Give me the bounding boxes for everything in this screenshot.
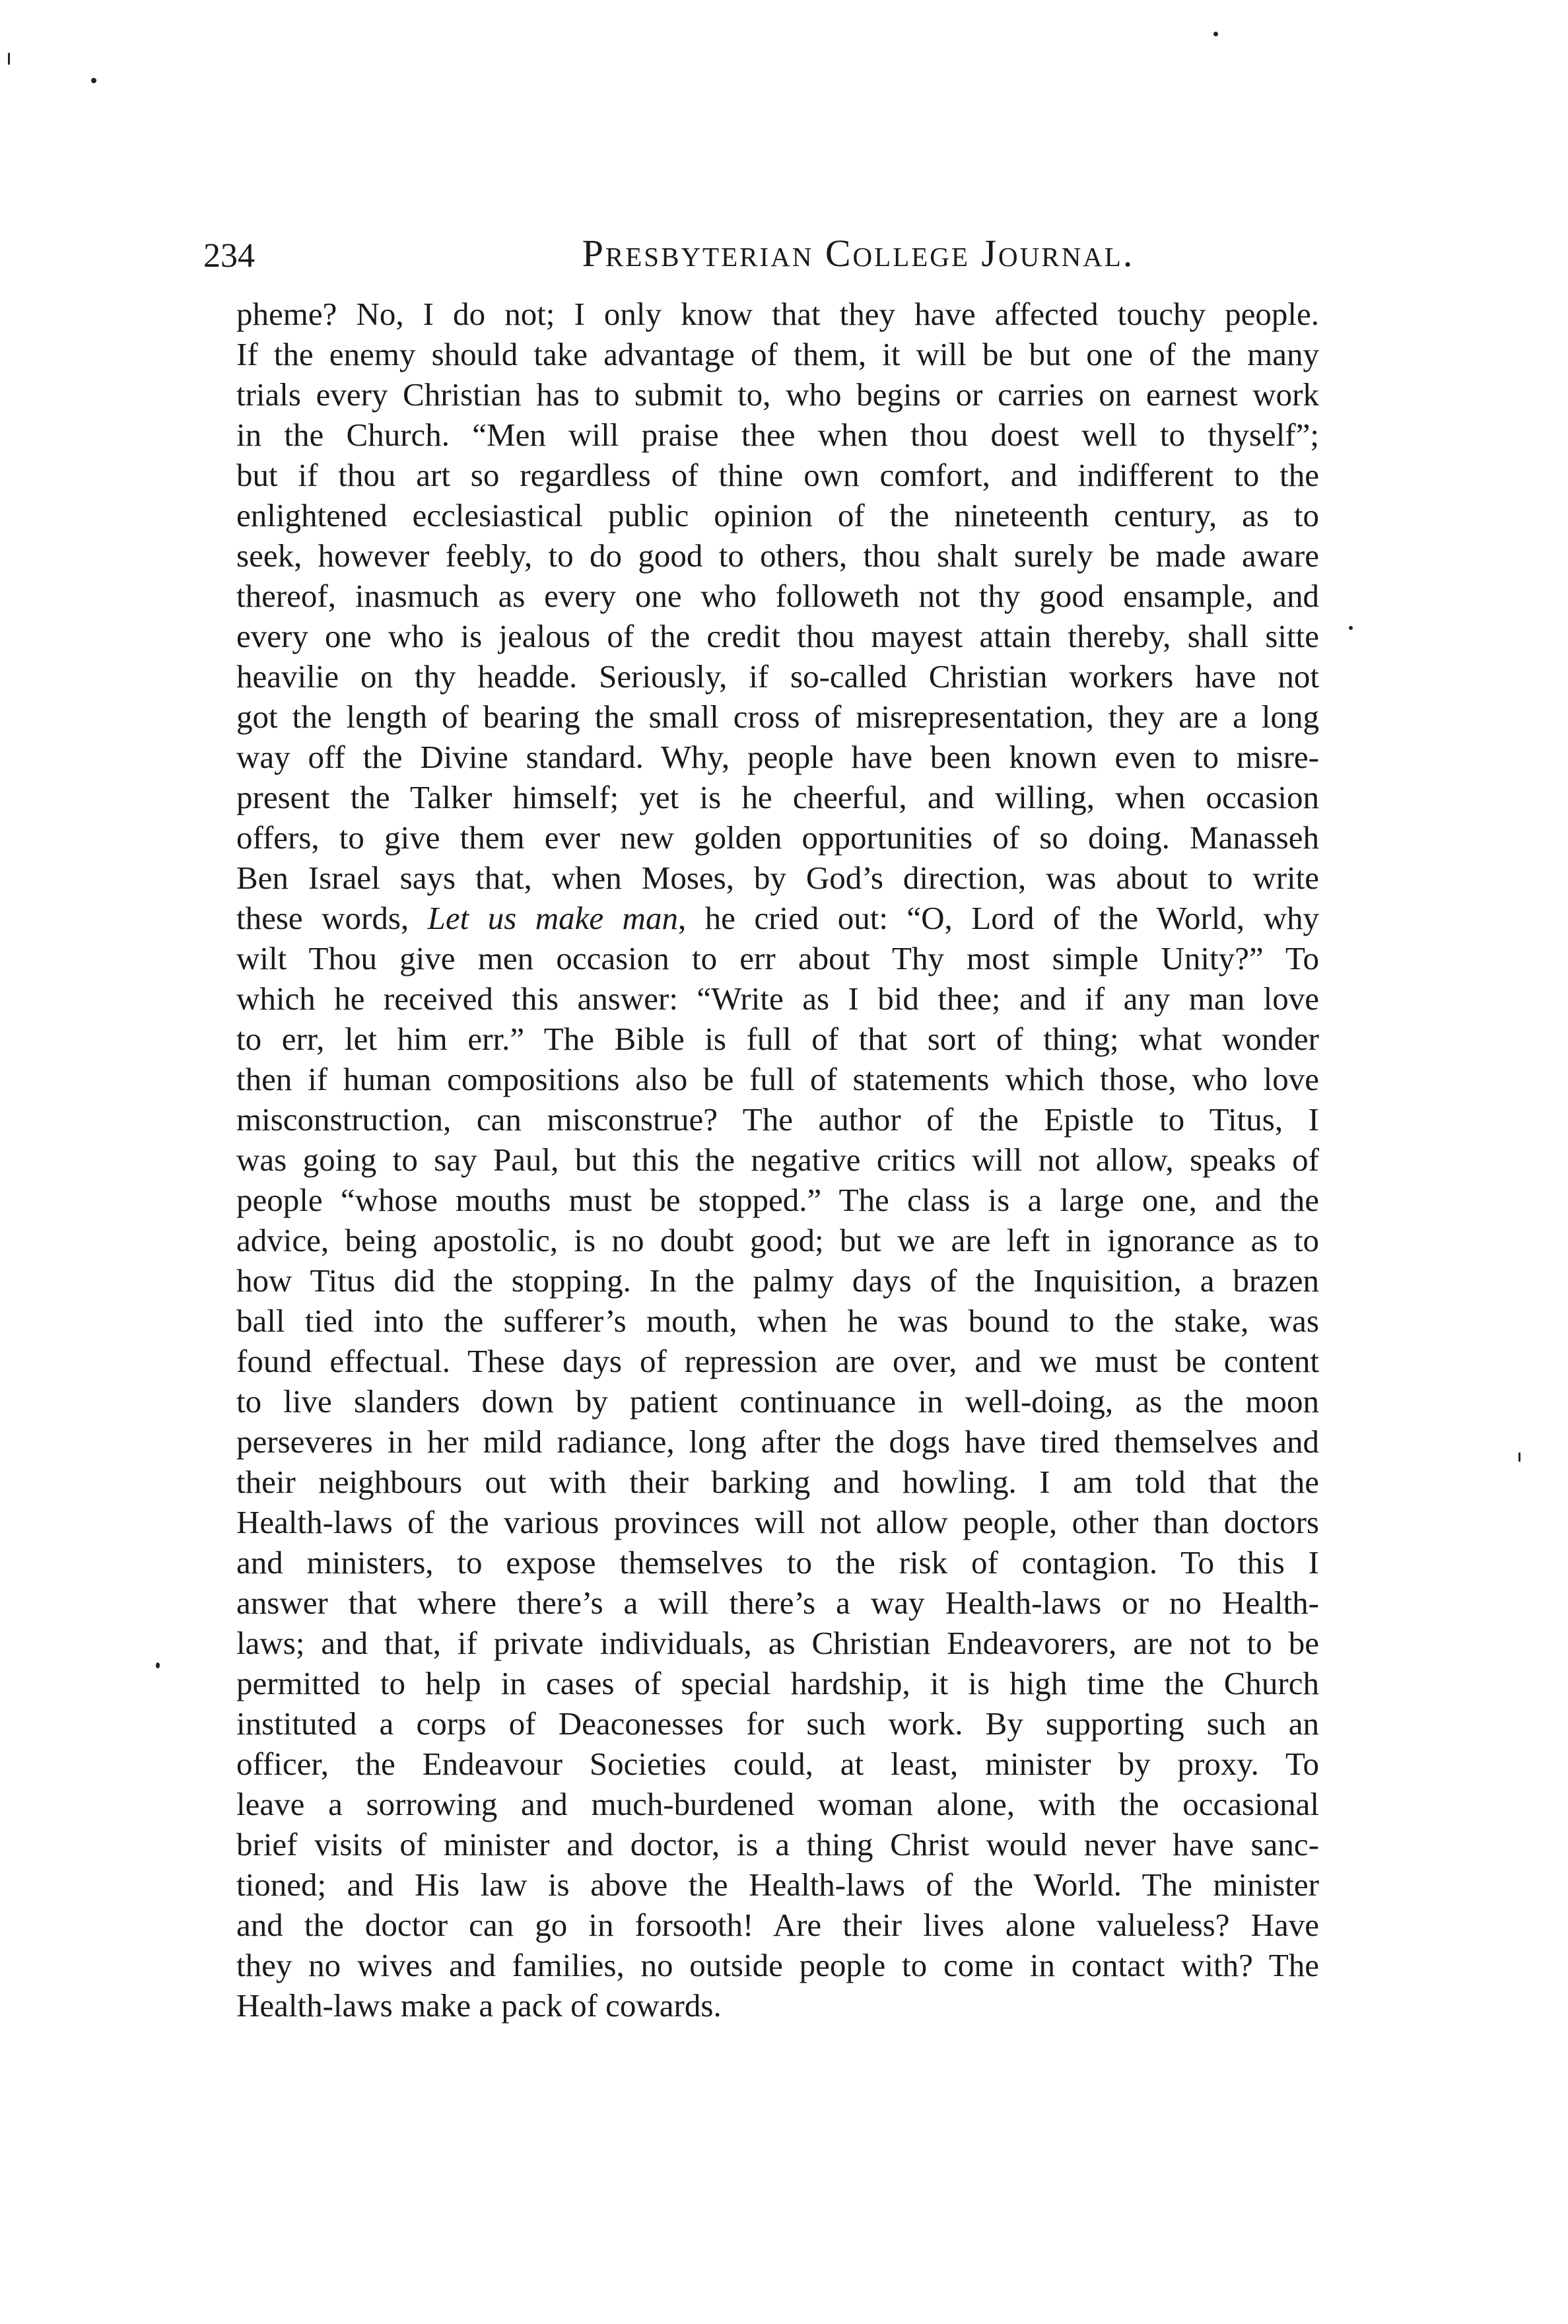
text-line: instituted a corps of Deaconesses for such work. By supporting such an xyxy=(236,1705,1319,1742)
text-line: offers, to give them ever new golden opportunities of so doing. Manasseh xyxy=(236,819,1319,856)
scan-speck xyxy=(1349,626,1353,630)
text-line: people “whose mouths must be stopped.” The class is a large one, and the xyxy=(236,1182,1319,1218)
text-line: present the Talker himself; yet is he cheerful, and willing, when occasion xyxy=(236,779,1319,815)
text-line: got the length of bearing the small cross of misrepresentation, they are a long xyxy=(236,699,1319,735)
scan-speck xyxy=(156,1662,160,1668)
text-line: every one who is jealous of the credit thou mayest attain thereby, shall sitte xyxy=(236,618,1319,654)
text-line: in the Church. “Men will praise thee when thou doest well to thyself”; xyxy=(236,417,1319,453)
text-line: Health-laws make a pack of cowards. xyxy=(236,1987,722,2024)
italic-phrase: Let us make man xyxy=(427,900,678,936)
text-line: which he received this answer: “Write as I bid thee; and if any man love xyxy=(236,980,1319,1017)
text-line: these words, Let us make man, he cried out: “O, Lord of the World, why xyxy=(236,900,1320,936)
text-line: pheme? No, I do not; I only know that they have affected touchy people. xyxy=(236,296,1319,332)
text-line: to live slanders down by patient continuance in well-doing, as the moon xyxy=(236,1383,1319,1419)
text-line: seek, however feebly, to do good to others, thou shalt surely be made aware xyxy=(236,537,1319,574)
text-line: thereof, inasmuch as every one who followeth not thy good ensample, and xyxy=(236,578,1319,614)
running-head: Presbyterian College Journal. xyxy=(582,232,1135,275)
text-line: leave a sorrowing and much-burdened woman alone, with the occasional xyxy=(236,1786,1319,1822)
page-number: 234 xyxy=(203,237,255,275)
text-line: If the enemy should take advantage of them, it will be but one of the many xyxy=(236,336,1319,372)
text-line: to err, let him err.” The Bible is full of that sort of thing; what wonder xyxy=(236,1021,1319,1057)
text-line: how Titus did the stopping. In the palmy days of the Inquisition, a brazen xyxy=(236,1262,1319,1299)
text-line: Ben Israel says that, when Moses, by God’s direction, was about to write xyxy=(236,860,1319,896)
text-line: but if thou art so regardless of thine own comfort, and indifferent to the xyxy=(236,457,1319,493)
scan-speck xyxy=(91,78,96,83)
text-line: tioned; and His law is above the Health-laws of the World. The minister xyxy=(236,1866,1319,1903)
text-line: officer, the Endeavour Societies could, at least, minister by proxy. To xyxy=(236,1746,1319,1782)
text-line: misconstruction, can misconstrue? The author of the Epistle to Titus, I xyxy=(236,1101,1319,1138)
scan-speck xyxy=(8,53,10,65)
text-line: perseveres in her mild radiance, long after the dogs have tired themselves and xyxy=(236,1423,1319,1460)
text-line: Health-laws of the various provinces will not allow people, other than doctors xyxy=(236,1504,1319,1540)
page-header xyxy=(0,231,1568,284)
text-line: was going to say Paul, but this the negative critics will not allow, speaks of xyxy=(236,1142,1319,1178)
text-line: enlightened ecclesiastical public opinion of the nineteenth century, as to xyxy=(236,497,1319,533)
scan-speck xyxy=(1518,1452,1520,1462)
text-line: trials every Christian has to submit to, who begins or carries on earnest work xyxy=(236,376,1319,413)
text-line: laws; and that, if private individuals, as Christian Endeavorers, are not to be xyxy=(236,1625,1319,1661)
scan-speck xyxy=(1213,32,1218,36)
text-line: wilt Thou give men occasion to err about Thy most simple Unity?” To xyxy=(236,940,1319,976)
text-line: advice, being apostolic, is no doubt good; but we are left in ignorance as to xyxy=(236,1222,1319,1258)
text-line: found effectual. These days of repression are over, and we must be content xyxy=(236,1343,1319,1379)
text-line: their neighbours out with their barking and howling. I am told that the xyxy=(236,1464,1319,1500)
text-line: they no wives and families, no outside people to come in contact with? The xyxy=(236,1947,1319,1983)
text-line: then if human compositions also be full of statements which those, who love xyxy=(236,1061,1319,1097)
text-line: permitted to help in cases of special hardship, it is high time the Church xyxy=(236,1665,1319,1701)
text-line: answer that where there’s a will there’s a way Health-laws or no Health- xyxy=(236,1585,1319,1621)
text-line: and ministers, to expose themselves to the risk of contagion. To this I xyxy=(236,1544,1319,1581)
text-line: heavilie on thy headde. Seriously, if so-called Christian workers have not xyxy=(236,658,1319,695)
text-line: ball tied into the sufferer’s mouth, when he was bound to the stake, was xyxy=(236,1303,1319,1339)
text-line: way off the Divine standard. Why, people have been known even to misre- xyxy=(236,739,1319,775)
text-line: and the doctor can go in forsooth! Are their lives alone valueless? Have xyxy=(236,1907,1319,1943)
text-line: brief visits of minister and doctor, is a thing Christ would never have sanc- xyxy=(236,1826,1319,1863)
